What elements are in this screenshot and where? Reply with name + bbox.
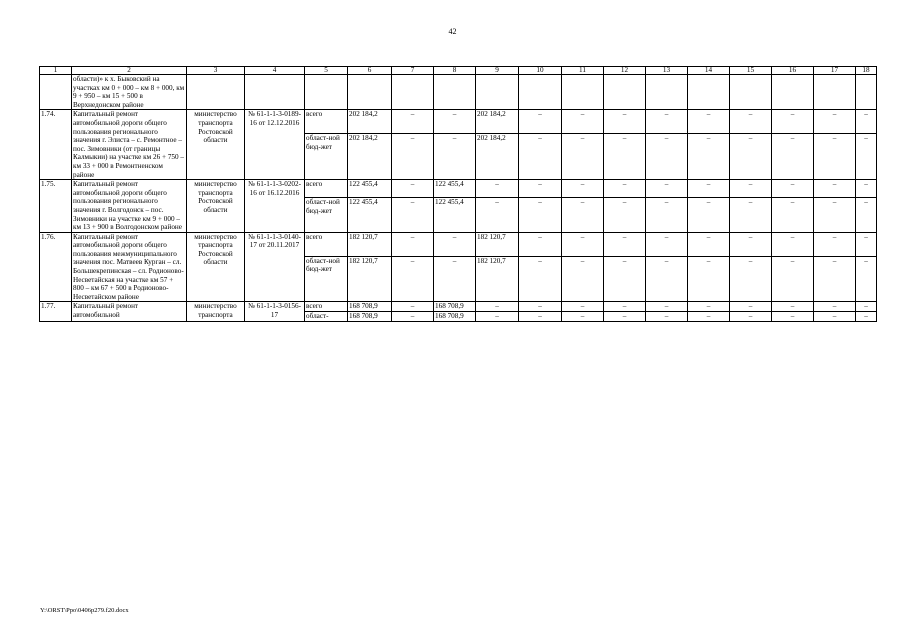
- amount-cell: –: [604, 110, 646, 134]
- empty-cell: [392, 75, 434, 110]
- amount-cell: –: [730, 312, 772, 322]
- amount-cell: –: [814, 256, 856, 302]
- expertise-doc-cell: № 61-1-1-3-0189-16 от 12.12.2016: [245, 110, 305, 180]
- amount-cell: –: [646, 312, 688, 322]
- empty-cell: [646, 75, 688, 110]
- table-row-continuation: [40, 75, 877, 110]
- amount-cell: –: [392, 232, 434, 256]
- amount-cell: –: [688, 110, 730, 134]
- empty-cell: [519, 75, 562, 110]
- amount-cell: –: [562, 312, 604, 322]
- column-number-1: 1: [40, 67, 72, 75]
- amount-cell: –: [814, 180, 856, 198]
- column-number-12: 12: [604, 67, 646, 75]
- investment-table: [39, 66, 877, 322]
- funding-source-total-cell: всего: [305, 180, 348, 198]
- table-row: [40, 180, 877, 198]
- amount-cell: –: [392, 134, 434, 180]
- funding-source-total-cell: всего: [305, 110, 348, 134]
- amount-cell: –: [519, 110, 562, 134]
- column-number-row: [40, 67, 877, 75]
- amount-cell: –: [604, 180, 646, 198]
- amount-cell: –: [814, 198, 856, 232]
- amount-cell: –: [688, 302, 730, 312]
- amount-cell: 168 708,9: [434, 312, 476, 322]
- amount-cell: –: [688, 180, 730, 198]
- row-number-cell: 1.76.: [40, 232, 72, 302]
- amount-cell: 182 120,7: [348, 232, 392, 256]
- amount-cell: –: [856, 198, 877, 232]
- amount-cell: –: [562, 180, 604, 198]
- column-number-9: 9: [476, 67, 519, 75]
- customer-cell: министерство транспорта Ростовской области: [187, 180, 245, 233]
- empty-cell: [814, 75, 856, 110]
- empty-cell: [688, 75, 730, 110]
- amount-cell: –: [519, 232, 562, 256]
- column-number-14: 14: [688, 67, 730, 75]
- amount-cell: –: [562, 232, 604, 256]
- funding-source-regional-cell: област-ной бюд-жет: [305, 256, 348, 302]
- amount-cell: –: [856, 256, 877, 302]
- amount-cell: 182 120,7: [348, 256, 392, 302]
- amount-cell: 122 455,4: [348, 198, 392, 232]
- table-row: [40, 110, 877, 134]
- amount-cell: 168 708,9: [348, 302, 392, 312]
- expertise-doc-cell: № 61-1-1-3-0156-17: [245, 302, 305, 321]
- amount-cell: –: [519, 134, 562, 180]
- empty-cell: [305, 75, 348, 110]
- amount-cell: –: [476, 198, 519, 232]
- amount-cell: –: [434, 232, 476, 256]
- amount-cell: –: [730, 232, 772, 256]
- funding-source-regional-cell: област-ной бюд-жет: [305, 134, 348, 180]
- amount-cell: –: [392, 256, 434, 302]
- empty-cell: [434, 75, 476, 110]
- amount-cell: –: [688, 198, 730, 232]
- amount-cell: –: [646, 256, 688, 302]
- column-number-13: 13: [646, 67, 688, 75]
- amount-cell: –: [856, 110, 877, 134]
- empty-cell: [856, 75, 877, 110]
- funding-source-regional-cell: област-: [305, 312, 348, 322]
- amount-cell: –: [519, 198, 562, 232]
- amount-cell: –: [772, 110, 814, 134]
- amount-cell: –: [392, 198, 434, 232]
- column-number-7: 7: [392, 67, 434, 75]
- amount-cell: –: [688, 134, 730, 180]
- object-name-cell: Капитальный ремонт автомобильной дороги общего пользования регионального значения г. Волгодонск – пос. Зимовники на участке км 9 + 000 – км 13 + 900 в Волгодонском районе: [72, 180, 187, 233]
- amount-cell: –: [562, 256, 604, 302]
- column-number-17: 17: [814, 67, 856, 75]
- amount-cell: –: [856, 180, 877, 198]
- column-number-16: 16: [772, 67, 814, 75]
- amount-cell: –: [730, 110, 772, 134]
- amount-cell: –: [730, 180, 772, 198]
- column-number-4: 4: [245, 67, 305, 75]
- amount-cell: –: [730, 302, 772, 312]
- empty-cell: [562, 75, 604, 110]
- amount-cell: –: [646, 232, 688, 256]
- customer-cell: министерство транспорта: [187, 302, 245, 321]
- amount-cell: –: [772, 256, 814, 302]
- amount-cell: –: [392, 312, 434, 322]
- amount-cell: 122 455,4: [348, 180, 392, 198]
- amount-cell: –: [772, 198, 814, 232]
- amount-cell: –: [646, 302, 688, 312]
- object-name-cell: Капитальный ремонт автомобильной дороги общего пользования регионального значения г. Элиста – с. Ремонтное – пос. Зимовники (от границы Калмыкии) на участке км 26 + 750 – км 33 + 000 в Ремонтненском районе: [72, 110, 187, 180]
- amount-cell: –: [814, 110, 856, 134]
- column-number-15: 15: [730, 67, 772, 75]
- amount-cell: 122 455,4: [434, 180, 476, 198]
- amount-cell: –: [519, 180, 562, 198]
- amount-cell: –: [562, 302, 604, 312]
- amount-cell: –: [604, 256, 646, 302]
- amount-cell: –: [772, 302, 814, 312]
- amount-cell: –: [856, 134, 877, 180]
- amount-cell: 202 184,2: [348, 134, 392, 180]
- amount-cell: –: [392, 110, 434, 134]
- amount-cell: –: [730, 256, 772, 302]
- row-number-cell: [40, 75, 72, 110]
- object-name-cell: Капитальный ремонт автомобильной дороги общего пользования межмуниципального значения пос. Матвеев Курган – сл. Большекрепинская – сл. Родионово-Несветайская на участке км 57 + 800 – км 67 + 500 в Родионово-Несветайском районе: [72, 232, 187, 302]
- amount-cell: –: [476, 302, 519, 312]
- table-row: [40, 302, 877, 312]
- amount-cell: –: [604, 134, 646, 180]
- amount-cell: –: [646, 134, 688, 180]
- amount-cell: –: [562, 198, 604, 232]
- empty-cell: [348, 75, 392, 110]
- amount-cell: –: [519, 302, 562, 312]
- column-number-10: 10: [519, 67, 562, 75]
- funding-source-regional-cell: област-ной бюд-жет: [305, 198, 348, 232]
- funding-source-total-cell: всего: [305, 232, 348, 256]
- amount-cell: –: [646, 110, 688, 134]
- amount-cell: –: [392, 180, 434, 198]
- amount-cell: –: [476, 180, 519, 198]
- empty-cell: [187, 75, 245, 110]
- customer-cell: министерство транспорта Ростовской области: [187, 232, 245, 302]
- empty-cell: [604, 75, 646, 110]
- amount-cell: –: [814, 312, 856, 322]
- amount-cell: –: [856, 232, 877, 256]
- amount-cell: –: [772, 232, 814, 256]
- amount-cell: –: [646, 198, 688, 232]
- amount-cell: –: [688, 256, 730, 302]
- column-number-11: 11: [562, 67, 604, 75]
- amount-cell: –: [814, 232, 856, 256]
- amount-cell: –: [604, 198, 646, 232]
- column-number-8: 8: [434, 67, 476, 75]
- expertise-doc-cell: № 61-1-1-3-0202-16 от 16.12.2016: [245, 180, 305, 233]
- column-number-18: 18: [856, 67, 877, 75]
- amount-cell: –: [434, 110, 476, 134]
- empty-cell: [245, 75, 305, 110]
- amount-cell: –: [730, 134, 772, 180]
- amount-cell: –: [604, 302, 646, 312]
- column-number-6: 6: [348, 67, 392, 75]
- column-number-2: 2: [72, 67, 187, 75]
- file-path-footer: Y:\ORST\Ppo\0406p279.f20.docx: [40, 607, 129, 614]
- amount-cell: 182 120,7: [476, 256, 519, 302]
- amount-cell: –: [730, 198, 772, 232]
- amount-cell: –: [772, 134, 814, 180]
- empty-cell: [772, 75, 814, 110]
- amount-cell: –: [604, 232, 646, 256]
- customer-cell: министерство транспорта Ростовской области: [187, 110, 245, 180]
- empty-cell: [476, 75, 519, 110]
- row-number-cell: 1.74.: [40, 110, 72, 180]
- amount-cell: –: [519, 312, 562, 322]
- amount-cell: –: [434, 256, 476, 302]
- object-name-cell: области)» к х. Быковский на участках км 0 + 000 – км 8 + 000, км 9 + 950 – км 15 + 500 в Верхнедонском районе: [72, 75, 187, 110]
- row-number-cell: 1.75.: [40, 180, 72, 233]
- amount-cell: –: [646, 180, 688, 198]
- object-name-cell: Капитальный ремонт автомобильной: [72, 302, 187, 321]
- amount-cell: 202 184,2: [476, 134, 519, 180]
- amount-cell: –: [772, 312, 814, 322]
- amount-cell: –: [856, 302, 877, 312]
- amount-cell: –: [772, 180, 814, 198]
- amount-cell: 122 455,4: [434, 198, 476, 232]
- amount-cell: –: [688, 232, 730, 256]
- amount-cell: 168 708,9: [348, 312, 392, 322]
- amount-cell: –: [814, 134, 856, 180]
- row-number-cell: 1.77.: [40, 302, 72, 321]
- amount-cell: –: [562, 134, 604, 180]
- amount-cell: –: [688, 312, 730, 322]
- table-row: [40, 232, 877, 256]
- amount-cell: –: [814, 302, 856, 312]
- column-number-3: 3: [187, 67, 245, 75]
- amount-cell: –: [519, 256, 562, 302]
- amount-cell: 202 184,2: [476, 110, 519, 134]
- funding-source-total-cell: всего: [305, 302, 348, 312]
- amount-cell: –: [856, 312, 877, 322]
- amount-cell: –: [392, 302, 434, 312]
- amount-cell: –: [604, 312, 646, 322]
- empty-cell: [730, 75, 772, 110]
- amount-cell: –: [476, 312, 519, 322]
- amount-cell: 202 184,2: [348, 110, 392, 134]
- expertise-doc-cell: № 61-1-1-3-0140-17 от 20.11.2017: [245, 232, 305, 302]
- amount-cell: 182 120,7: [476, 232, 519, 256]
- page-number: 42: [448, 27, 457, 36]
- column-number-5: 5: [305, 67, 348, 75]
- amount-cell: 168 708,9: [434, 302, 476, 312]
- amount-cell: –: [434, 134, 476, 180]
- amount-cell: –: [562, 110, 604, 134]
